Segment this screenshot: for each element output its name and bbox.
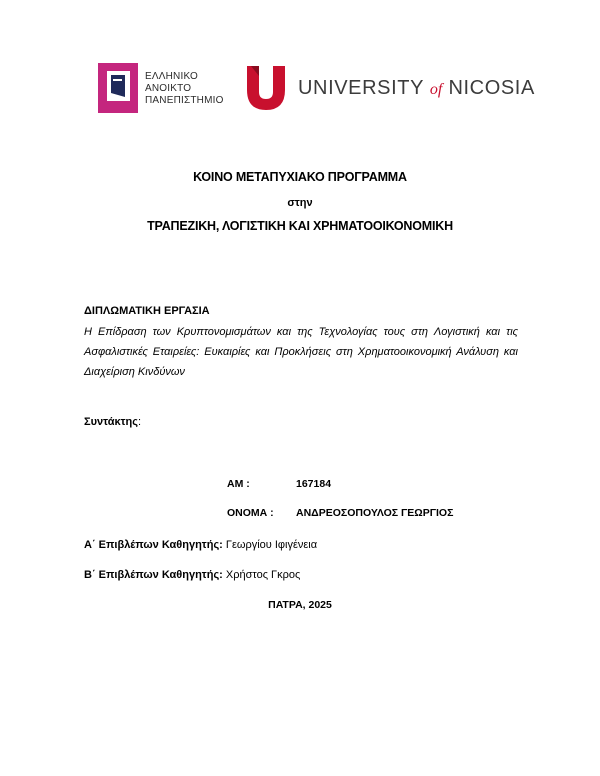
unic-wordmark-part1: UNIVERSITY bbox=[298, 77, 424, 99]
author-name-value: ΑΝΔΡΕΟΣΟΠΟΥΛΟΣ ΓΕΩΡΓΙΟΣ bbox=[296, 507, 454, 519]
unic-wordmark-of: of bbox=[429, 81, 443, 98]
program-connector: στην bbox=[287, 197, 313, 209]
second-supervisor-name: Χρήστος Γκρος bbox=[225, 569, 301, 581]
first-supervisor-label: Α΄ Επιβλέπων Καθηγητής: bbox=[84, 539, 223, 551]
hou-emblem-icon bbox=[98, 63, 144, 113]
hellenic-open-university-logo bbox=[98, 63, 232, 113]
program-title: ΚΟΙΝΟ ΜΕΤΑΠΥΧΙΑΚΟ ΠΡΟΓΡΑΜΜΑ bbox=[193, 170, 407, 184]
registration-number-value: 167184 bbox=[296, 478, 332, 490]
author-label-colon: : bbox=[137, 416, 142, 428]
author-label-row bbox=[84, 416, 141, 428]
place-and-year: ΠΑΤΡΑ, 2025 bbox=[268, 599, 332, 611]
second-supervisor-label: Β΄ Επιβλέπων Καθηγητής: bbox=[84, 569, 223, 581]
second-supervisor bbox=[84, 569, 300, 581]
hou-line-1: ΕΛΛΗΝΙΚΟ bbox=[145, 71, 198, 82]
first-supervisor bbox=[84, 539, 317, 551]
unic-shield-icon bbox=[247, 66, 287, 110]
unic-wordmark-part2: NICOSIA bbox=[448, 77, 535, 99]
hou-wordmark bbox=[145, 71, 224, 107]
unic-wordmark bbox=[298, 76, 535, 102]
thesis-title: Η Επίδραση των Κρυπτονομισμάτων και της Τεχνολογίας τους στη Λογιστική και τις Ασφαλιστικές Εταιρείες: Ευκαιρίες και Προκλήσεις στη Χρηματοοικονομική Ανάλυση και Διαχείριση Κινδύνων bbox=[84, 326, 518, 378]
thesis-label: ΔΙΠΛΩΜΑΤΙΚΗ ΕΡΓΑΣΙΑ bbox=[84, 305, 210, 317]
registration-number-label: ΑΜ : bbox=[227, 478, 250, 490]
hou-line-3: ΠΑΝΕΠΙΣΤΗΜΙΟ bbox=[145, 95, 224, 106]
university-of-nicosia-logo bbox=[247, 66, 535, 110]
hou-line-2: ΑΝΟΙΚΤΟ bbox=[145, 83, 192, 94]
author-label: Συντάκτης bbox=[84, 416, 138, 428]
program-field: ΤΡΑΠΕΖΙΚΗ, ΛΟΓΙΣΤΙΚΗ ΚΑΙ ΧΡΗΜΑΤΟΟΙΚΟΝΟΜΙΚΗ bbox=[147, 219, 453, 233]
first-supervisor-name: Γεωργίου Ιφιγένεια bbox=[225, 539, 318, 551]
author-name-label: ΟΝΟΜΑ : bbox=[227, 507, 274, 519]
